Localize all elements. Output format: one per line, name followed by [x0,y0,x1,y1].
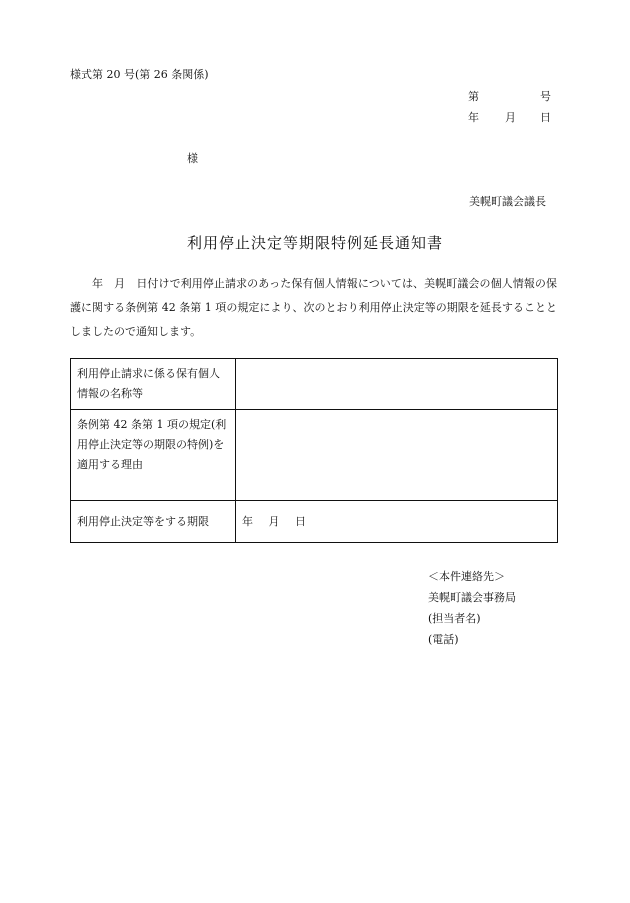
deadline-month: 月 [268,514,280,528]
contact-heading: ＜本件連絡先＞ [428,570,505,583]
deadline-value [236,501,558,543]
issue-date-day: 日 [540,111,551,124]
row-value [236,359,558,410]
issue-date-month: 月 [505,111,516,124]
deadline-year: 年 [242,514,253,528]
table-row [71,501,558,543]
form-number: 様式第 20 号(第 26 条関係) [70,68,209,81]
sender: 美幌町議会議長 [469,195,546,208]
deadline-day: 日 [295,514,306,528]
document-number-suffix: 号 [540,90,551,103]
document-number-prefix: 第 [468,90,479,103]
contact-person: (担当者名) [428,612,481,625]
row-value [236,410,558,501]
contact-office: 美幌町議会事務局 [428,591,516,604]
table-row [71,359,558,410]
row-label: 利用停止決定等をする期限 [71,501,236,543]
contact-block [428,566,516,650]
row-label: 条例第 42 条第 1 項の規定(利用停止決定等の期限の特例)を適用する理由 [71,410,236,501]
table-row [71,410,558,501]
document-title: 利用停止決定等期限特例延長通知書 [186,234,443,252]
row-label: 利用停止請求に係る保有個人情報の名称等 [71,359,236,410]
body-text: 年 月 日付けで利用停止請求のあった保有個人情報については、美幌町議会の個人情報の保護に関する条例第 42 条第 1 項の規定により、次のとおり利用停止決定等の期限を延長することとしましたので通知します。 [70,277,557,338]
addressee: 様 [187,152,198,165]
issue-date-year: 年 [468,111,479,124]
contact-phone: (電話) [428,633,459,646]
info-table [70,358,558,543]
